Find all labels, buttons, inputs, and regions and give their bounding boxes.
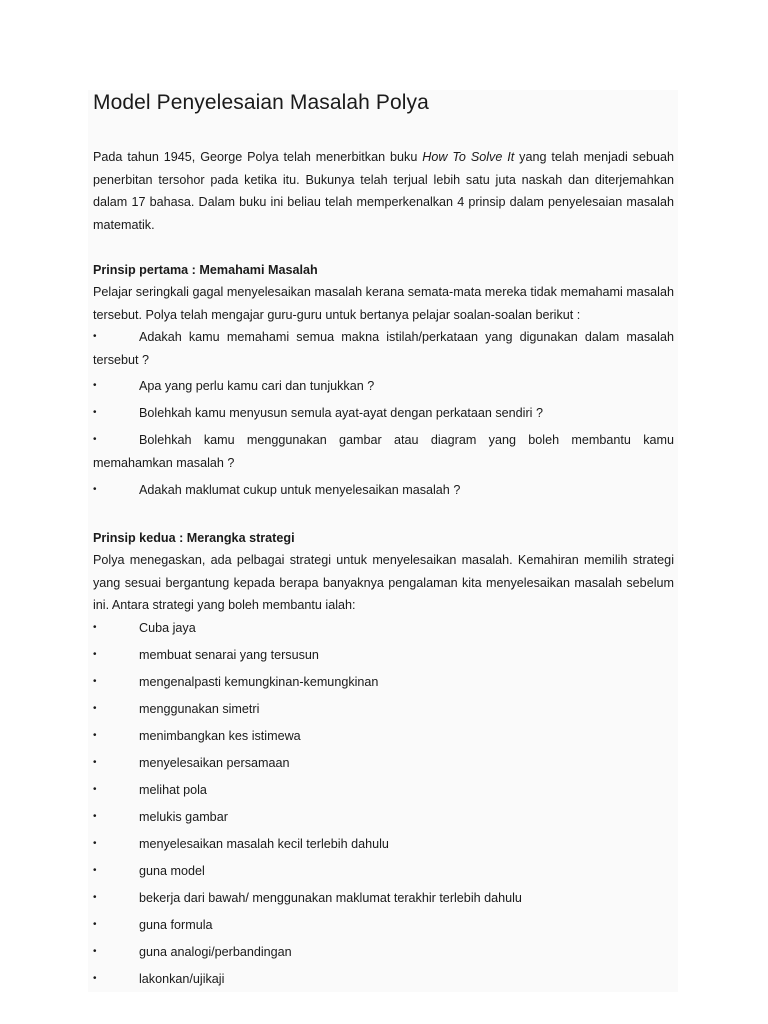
bullet-item [93,671,674,694]
bullet-icon: • [93,838,97,849]
bullet-item [93,779,674,802]
bullet-text: menyelesaikan masalah kecil terlebih dahulu [139,837,389,851]
bullet-icon: • [93,919,97,930]
bullet-text: membuat senarai yang tersusun [139,648,319,662]
intro-text-after: yang telah menjadi sebuah penerbitan tersohor pada ketika itu. Bukunya telah terjual lebih satu juta naskah dan diterjemahkan dalam 17 bahasa. Dalam buku ini beliau telah memperkenalkan 4 prinsip dalam penyelesaian masalah matematik. [93,150,674,232]
bullet-item [93,833,674,856]
bullet-icon: • [93,703,97,714]
bullet-item [93,968,674,991]
bullet-text: lakonkan/ujikaji [139,972,225,986]
bullet-icon: • [93,865,97,876]
bullet-icon: • [93,946,97,957]
bullet-item [93,326,674,371]
bullet-icon: • [93,730,97,741]
bullet-item [93,860,674,883]
book-title: How To Solve It [422,150,515,164]
bullet-icon: • [93,649,97,660]
bullet-text: Apa yang perlu kamu cari dan tunjukkan ? [139,379,375,393]
bullet-text: menyelesaikan persamaan [139,756,290,770]
bullet-icon: • [93,331,97,342]
bullet-item [93,914,674,937]
section2-paragraph: Polya menegaskan, ada pelbagai strategi untuk menyelesaikan masalah. Kemahiran memilih strategi yang sesuai bergantung kepada berapa banyaknya pengalaman kita menyelesaikan masalah sebelum ini. Antara strategi yang boleh membantu ialah: [93,553,674,613]
bullet-text: mengenalpasti kemungkinan-kemungkinan [139,675,379,689]
bullet-item [93,479,674,502]
bullet-icon: • [93,407,97,418]
bullet-icon: • [93,973,97,984]
bullet-text: guna formula [139,918,213,932]
bullet-icon: • [93,380,97,391]
bullet-text: guna analogi/perbandingan [139,945,292,959]
bullet-item [93,806,674,829]
bullet-item [93,752,674,775]
bullet-icon: • [93,484,97,495]
bullet-icon: • [93,811,97,822]
bullet-icon: • [93,622,97,633]
intro-paragraph [93,146,674,236]
bullet-item [93,644,674,667]
bullet-text: menimbangkan kes istimewa [139,729,301,743]
bullet-icon: • [93,434,97,445]
section1-heading: Prinsip pertama : Memahami Masalah [93,263,318,277]
bullet-item [93,429,674,474]
bullet-item [93,698,674,721]
bullet-item [93,375,674,398]
bullet-text: Bolehkah kamu menyusun semula ayat-ayat dengan perkataan sendiri ? [139,406,543,420]
bullet-text: bekerja dari bawah/ menggunakan maklumat terakhir terlebih dahulu [139,891,522,905]
bullet-text: Bolehkah kamu menggunakan gambar atau diagram yang boleh membantu kamu memahamkan masalah ? [93,433,674,470]
bullet-item [93,941,674,964]
section1-paragraph: Pelajar seringkali gagal menyelesaikan masalah kerana semata-mata mereka tidak memahami masalah tersebut. Polya telah mengajar guru-guru untuk bertanya pelajar soalan-soalan berikut : [93,285,674,322]
bullet-icon: • [93,892,97,903]
bullet-text: Adakah kamu memahami semua makna istilah/perkataan yang digunakan dalam masalah tersebut ? [93,330,674,367]
section2-heading: Prinsip kedua : Merangka strategi [93,531,295,545]
bullet-text: melukis gambar [139,810,228,824]
bullet-item [93,402,674,425]
bullet-icon: • [93,757,97,768]
document-title: Model Penyelesaian Masalah Polya [93,91,429,114]
intro-text-before: Pada tahun 1945, George Polya telah menerbitkan buku [93,150,423,164]
bullet-text: menggunakan simetri [139,702,260,716]
bullet-item [93,887,674,910]
bullet-text: Cuba jaya [139,621,196,635]
bullet-item [93,725,674,748]
bullet-icon: • [93,676,97,687]
bullet-icon: • [93,784,97,795]
bullet-text: guna model [139,864,205,878]
bullet-text: Adakah maklumat cukup untuk menyelesaikan masalah ? [139,483,461,497]
bullet-text: melihat pola [139,783,207,797]
bullet-item [93,617,674,640]
